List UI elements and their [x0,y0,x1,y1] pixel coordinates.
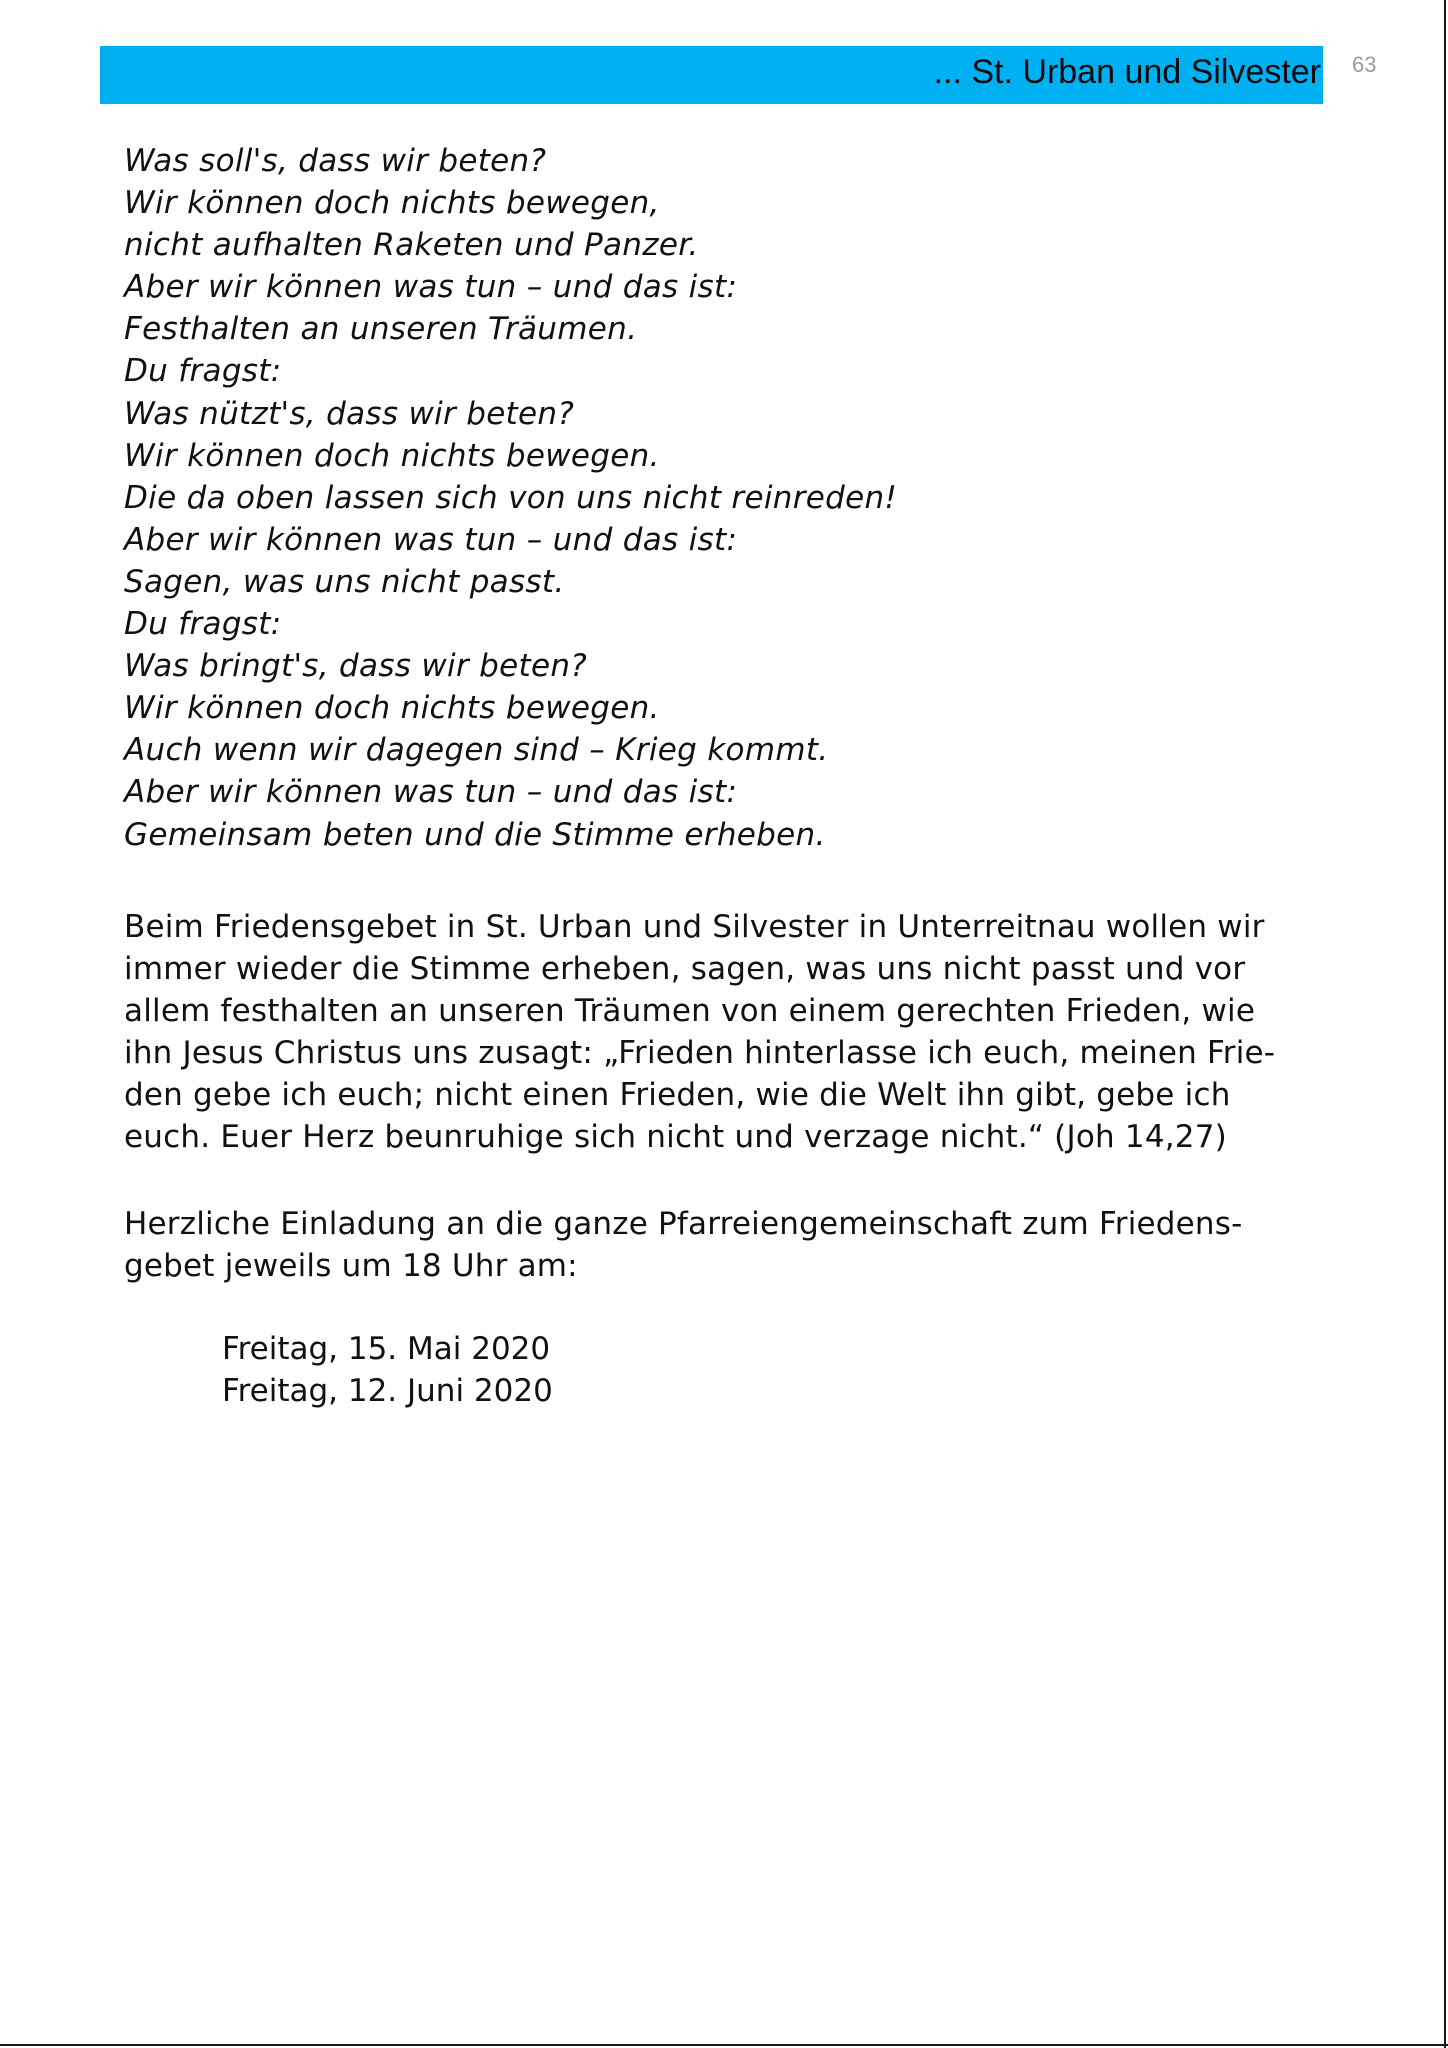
poem-line: Aber wir können was tun – und das ist: [124,774,738,811]
poem-line: Wir können doch nichts bewegen. [124,437,660,474]
date-item: Freitag, 12. Juni 2020 [222,1373,553,1409]
poem-line: Wir können doch nichts bewegen, [124,185,660,222]
poem-line: Was bringt's, dass wir beten? [124,648,588,685]
page-number: 63 [1352,52,1377,77]
paragraph-line: Herzliche Einladung an die ganze Pfarreiengemeinschaft zum Friedens- [124,1206,1243,1242]
paragraph-line: den gebe ich euch; nicht einen Frieden, wie die Welt ihn gibt, gebe ich [124,1077,1231,1113]
poem-line: Sagen, was uns nicht passt. [124,563,565,600]
poem [124,140,1274,856]
poem-line: nicht aufhalten Raketen und Panzer. [124,227,699,264]
date-item: Freitag, 15. Mai 2020 [222,1331,551,1367]
paragraph-line: allem festhalten an unseren Träumen von einem gerechten Frieden, wie [124,993,1256,1029]
page-border-bottom [0,2044,1448,2046]
paragraph-line: immer wieder die Stimme erheben, sagen, was uns nicht passt und vor [124,951,1246,987]
poem-line: Die da oben lassen sich von uns nicht reinreden! [124,479,898,516]
poem-line: Aber wir können was tun – und das ist: [124,521,738,558]
paragraph-line: ihn Jesus Christus uns zusagt: „Frieden hinterlasse ich euch, meinen Frie- [124,1035,1276,1071]
paragraph-einladung [124,1203,1324,1287]
poem-line: Aber wir können was tun – und das ist: [124,269,738,306]
poem-line: Was nützt's, dass wir beten? [124,395,575,432]
poem-line: Was soll's, dass wir beten? [124,143,547,179]
header-bar [100,46,1323,104]
poem-line: Gemeinsam beten und die Stimme erheben. [124,816,826,853]
paragraph-line: Beim Friedensgebet in St. Urban und Silvester in Unterreitnau wollen wir [124,909,1265,945]
paragraph-friedensgebet [124,906,1324,1158]
paragraph-line: gebet jeweils um 18 Uhr am: [124,1248,578,1284]
paragraph-line: euch. Euer Herz beunruhige sich nicht und verzage nicht.“ (Joh 14,27) [124,1119,1227,1155]
poem-line: Auch wenn wir dagegen sind – Krieg kommt. [124,732,829,769]
poem-line: Du fragst: [124,606,282,643]
poem-line: Du fragst: [124,353,282,390]
header-title: ... St. Urban und Silvester [933,53,1321,91]
poem-line: Wir können doch nichts bewegen. [124,690,660,727]
page-border-right [1444,0,1446,2048]
poem-line: Festhalten an unseren Träumen. [124,311,638,348]
date-list [222,1328,553,1412]
